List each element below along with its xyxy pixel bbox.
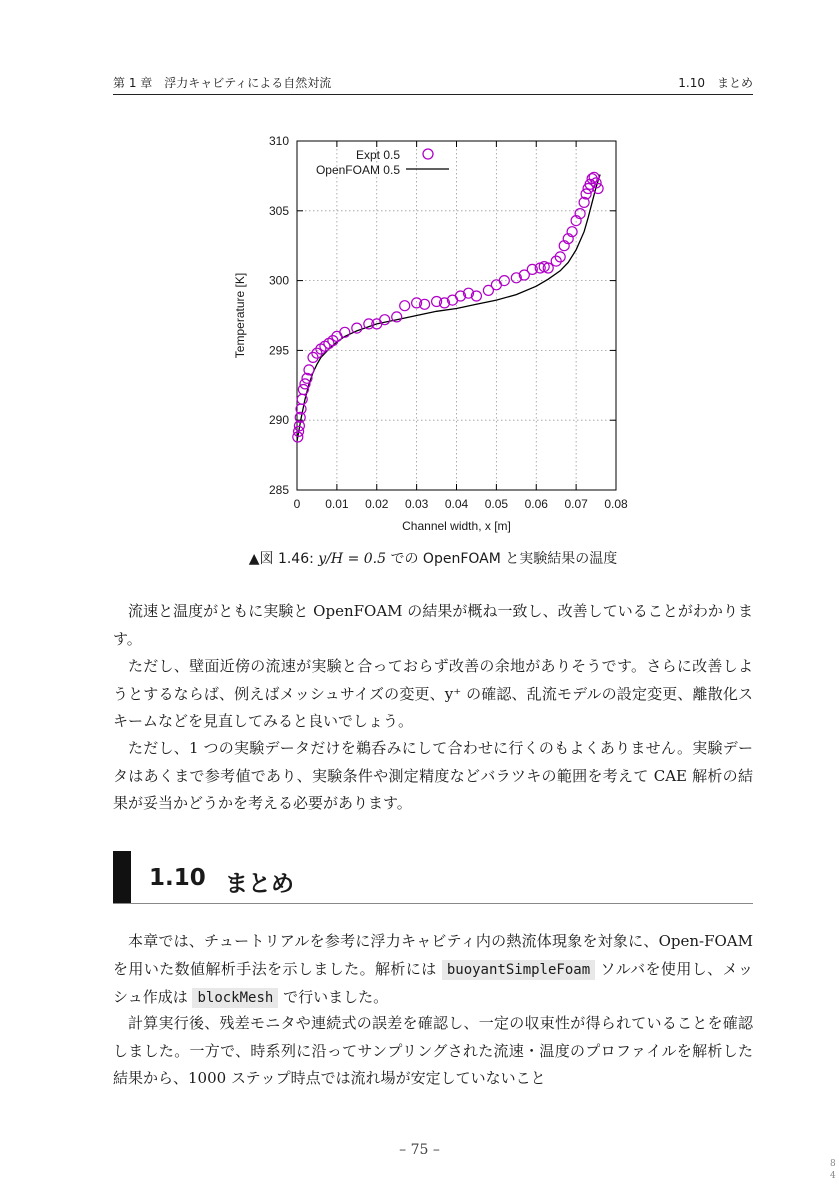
x-tick-label: 0 xyxy=(293,497,301,511)
openfoam-line xyxy=(297,175,600,442)
y-tick-label: 285 xyxy=(268,483,289,497)
expt-point xyxy=(400,301,410,311)
figure-caption xyxy=(113,548,753,568)
chart-legend xyxy=(316,148,449,177)
expt-markers xyxy=(293,172,603,442)
paragraph-summary xyxy=(113,928,753,1013)
legend-swatch-expt xyxy=(423,149,433,159)
expt-point xyxy=(555,252,565,262)
chart-ticks xyxy=(269,134,628,511)
section-number: 1.10 xyxy=(149,865,206,891)
x-tick-label: 0.03 xyxy=(404,497,429,511)
y-tick-label: 295 xyxy=(268,343,289,358)
x-tick-label: 0.05 xyxy=(484,497,509,511)
section-running-title: 1.10 まとめ xyxy=(678,76,753,90)
section-heading xyxy=(113,851,753,904)
x-tick-label: 0.08 xyxy=(604,497,628,511)
section-heading-bar xyxy=(113,851,131,903)
x-tick-label: 0.07 xyxy=(564,497,588,511)
x-axis-title: Channel width, x [m] xyxy=(402,519,511,533)
paragraph-convergence: 計算実行後、残差モニタや連続式の誤差を確認し、一定の収束性が得られていることを確認しました。一方で、時系列に沿ってサンプリングされた流速・温度のプロファイルを解析した結果から、1000 ステップ時点では流れ場が安定していないこと xyxy=(113,1014,753,1087)
section-title: まとめ xyxy=(225,871,294,897)
mesher-code: blockMesh xyxy=(192,988,278,1008)
y-tick-label: 290 xyxy=(268,413,289,428)
temperature-chart xyxy=(220,128,640,540)
summary-text-a: 本章では、チュートリアルを参考に浮力キャビティ内の熱流体現象を対象に、Open-FOAM を用いた数値解析手法を示しました。解析には xyxy=(113,932,753,978)
y-axis-title: Temperature [K] xyxy=(233,272,247,359)
x-tick-label: 0.06 xyxy=(524,497,548,511)
summary-text-c: で行いました。 xyxy=(278,988,389,1006)
edge-mark xyxy=(830,1158,836,1182)
paragraph-caution: ただし、1 つの実験データだけを鵜呑みにして合わせに行くのもよくありません。実験データはあくまで参考値であり、実験条件や測定精度などバラツキの範囲を考えて CAE 解析の結果が妥当かどうかを考える必要があります。 xyxy=(113,739,753,812)
running-header xyxy=(113,72,753,95)
expt-point xyxy=(297,394,307,404)
edge-mark-bottom: 4 xyxy=(830,1171,836,1181)
x-tick-label: 0.02 xyxy=(365,497,389,511)
caption-marker: ▲図 1.46: xyxy=(248,551,319,567)
expt-point xyxy=(312,348,322,358)
expt-point xyxy=(308,352,318,362)
chapter-title: 第 1 章 浮力キャビティによる自然対流 xyxy=(113,76,332,90)
edge-mark-top: 8 xyxy=(830,1159,836,1169)
page-number: – 75 – xyxy=(399,1142,440,1158)
expt-point xyxy=(392,312,402,322)
caption-math: y/H = 0.5 xyxy=(318,551,387,567)
x-tick-label: 0.01 xyxy=(325,497,349,511)
expt-point xyxy=(551,256,561,266)
caption-text: での OpenFOAM と実験結果の温度 xyxy=(386,551,618,567)
y-tick-label: 300 xyxy=(268,273,289,288)
summary-text-b: ソルバを使用し、メッシュ作成は xyxy=(113,959,753,1006)
legend-label-openfoam: OpenFOAM 0.5 xyxy=(315,163,400,177)
legend-label-expt: Expt 0.5 xyxy=(355,148,400,162)
y-tick-label: 310 xyxy=(268,134,289,148)
expt-point xyxy=(593,184,603,194)
x-tick-label: 0.04 xyxy=(444,497,469,511)
y-tick-label: 305 xyxy=(268,203,289,218)
paragraph-agreement: 流速と温度がともに実験と OpenFOAM の結果が概ね一致し、改善していることがわかります。 xyxy=(113,602,753,648)
expt-point xyxy=(499,276,509,286)
chart-grid xyxy=(297,141,616,490)
expt-point xyxy=(380,315,390,325)
paragraph-improvement: ただし、壁面近傍の流速が実験と合っておらず改善の余地がありそうです。さらに改善しようとするならば、例えばメッシュサイズの変更、y⁺ の確認、乱流モデルの設定変更、離散化スキームなどを見直してみると良いでしょう。 xyxy=(113,657,753,730)
solver-code: buoyantSimpleFoam xyxy=(442,960,595,980)
